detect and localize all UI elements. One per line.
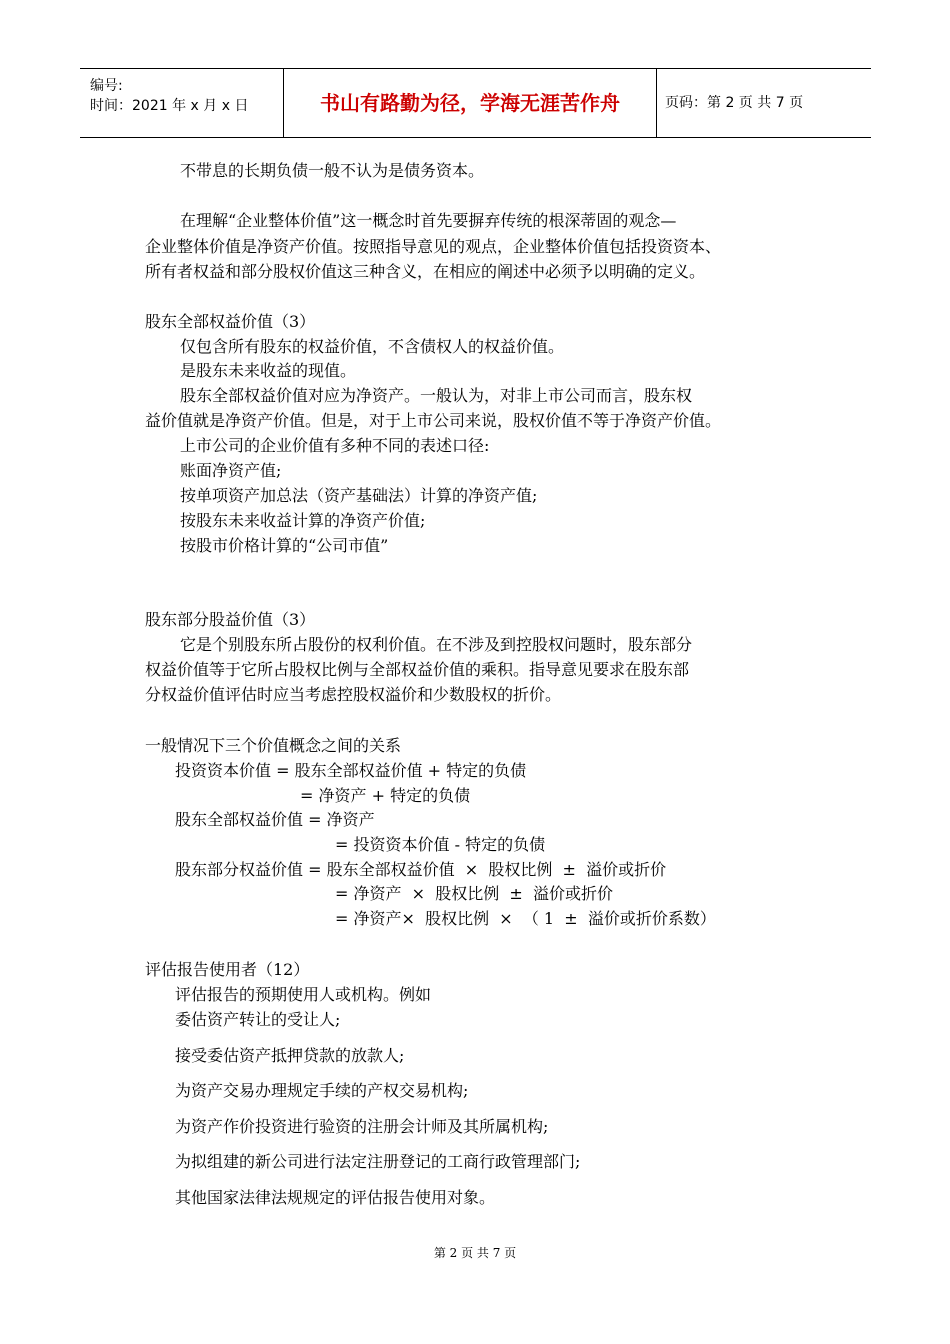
paragraph-line: 在理解“企业整体价值”这一概念时首先要摒弃传统的根深蒂固的观念— xyxy=(180,211,677,230)
formula-line: = 净资产× 股权比例 × （ 1 ± 溢价或折价系数） xyxy=(335,909,716,928)
page-footer: 第 2 页 共 7 页 xyxy=(433,1246,517,1260)
list-item: 为资产交易办理规定手续的产权交易机构; xyxy=(175,1081,469,1100)
paragraph-line: 企业整体价值是净资产价值。按照指导意见的观点，企业整体价值包括投资资本、 xyxy=(145,237,722,256)
formula-line: 股东部分权益价值 = 股东全部权益价值 × 股权比例 ± 溢价或折价 xyxy=(175,860,667,879)
list-item: 账面净资产值; xyxy=(180,461,282,480)
section-heading: 评估报告使用者（12） xyxy=(145,960,310,979)
formula-line: = 净资产 + 特定的负债 xyxy=(300,786,471,805)
paragraph-line: 所有者权益和部分股权价值这三种含义，在相应的阐述中必须予以明确的定义。 xyxy=(145,262,706,281)
paragraph-line: 是股东未来收益的现值。 xyxy=(180,361,357,380)
list-item: 按单项资产加总法（资产基础法）计算的净资产值; xyxy=(180,486,538,505)
formula-line: = 投资资本价值 - 特定的负债 xyxy=(335,835,546,854)
list-item: 委估资产转让的受让人; xyxy=(175,1010,341,1029)
paragraph-line: 益价值就是净资产价值。但是，对于上市公司来说，股权价值不等于净资产价值。 xyxy=(145,411,722,430)
paragraph-line: 股东全部权益价值对应为净资产。一般认为，对非上市公司而言，股东权 xyxy=(180,386,693,405)
section-heading: 股东全部权益价值（3） xyxy=(145,312,316,331)
formula-line: 股东全部权益价值 = 净资产 xyxy=(175,810,375,829)
paragraph-line: 分权益价值评估时应当考虑控股权溢价和少数股权的折价。 xyxy=(145,685,562,704)
document-number-label: 编号: xyxy=(90,78,123,94)
formula-line: = 净资产 × 股权比例 ± 溢价或折价 xyxy=(335,884,613,903)
list-item: 接受委估资产抵押贷款的放款人; xyxy=(175,1046,405,1065)
section-heading: 一般情况下三个价值概念之间的关系 xyxy=(145,736,402,755)
paragraph-line: 评估报告的预期使用人或机构。例如 xyxy=(175,985,432,1004)
section-heading: 股东部分股益价值（3） xyxy=(145,610,316,629)
paragraph-line: 不带息的长期负债一般不认为是债务资本。 xyxy=(180,161,485,180)
list-item: 按股市价格计算的“公司市值” xyxy=(180,536,389,555)
header-meta xyxy=(80,69,284,137)
formula-line: 投资资本价值 = 股东全部权益价值 + 特定的负债 xyxy=(175,761,527,780)
list-item: 为拟组建的新公司进行法定注册登记的工商行政管理部门; xyxy=(175,1152,581,1171)
header-motto: 书山有路勤为径，学海无涯苦作舟 xyxy=(284,69,657,137)
paragraph-line: 仅包含所有股东的权益价值，不含债权人的权益价值。 xyxy=(180,337,565,356)
paragraph-line: 它是个别股东所占股份的权利价值。在不涉及到控股权问题时，股东部分 xyxy=(180,635,693,654)
list-item: 为资产作价投资进行验资的注册会计师及其所属机构; xyxy=(175,1117,549,1136)
paragraph-line: 上市公司的企业价值有多种不同的表述口径: xyxy=(180,436,490,455)
list-item: 按股东未来收益计算的净资产价值; xyxy=(180,511,426,530)
date-label: 时间：2021 年 x 月 x 日 xyxy=(90,98,249,114)
paragraph-line: 权益价值等于它所占股权比例与全部权益价值的乘积。指导意见要求在股东部 xyxy=(145,660,690,679)
list-item: 其他国家法律法规规定的评估报告使用对象。 xyxy=(175,1188,496,1207)
page-header xyxy=(80,68,871,138)
header-page-label: 页码：第 2 页 共 7 页 xyxy=(665,95,804,111)
